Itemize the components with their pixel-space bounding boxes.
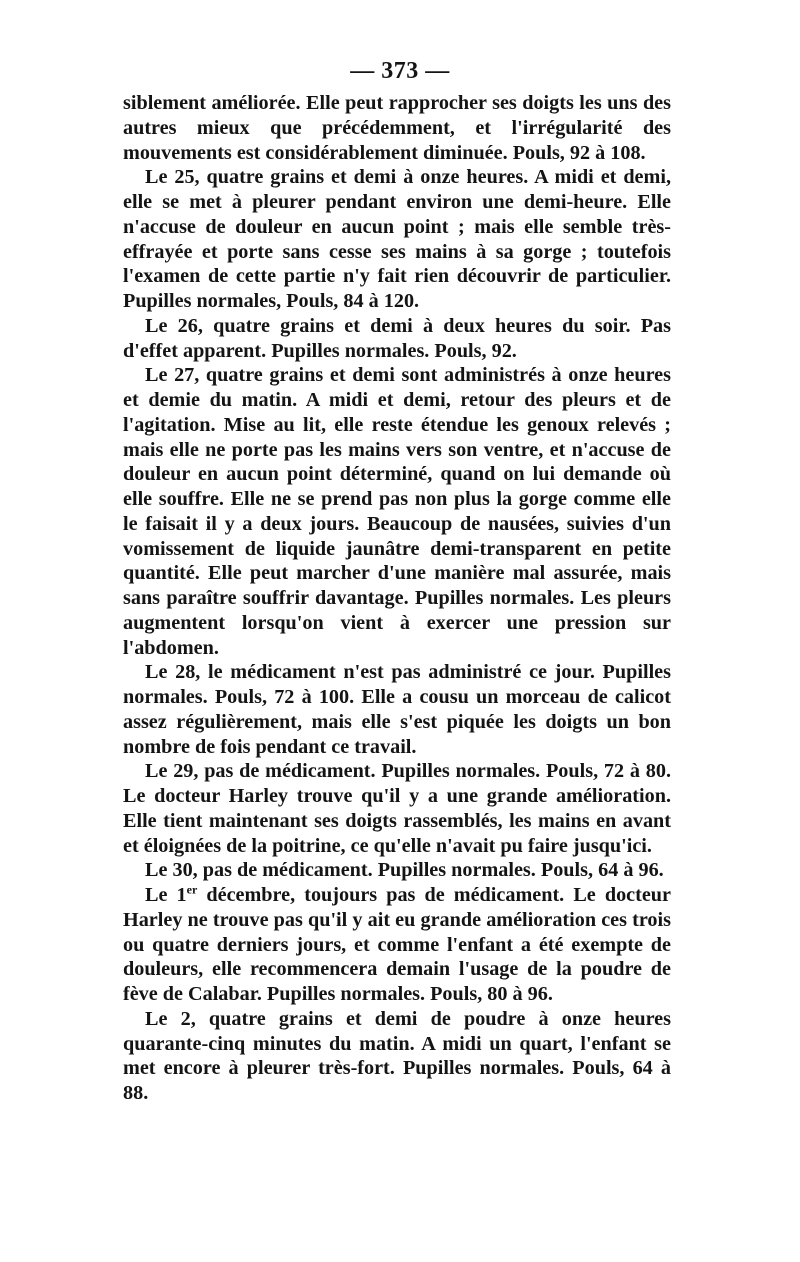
paragraph-continuation: siblement améliorée. Elle peut rapprocher ses doigts les uns des autres mieux que précédemment, et l'irrégularité des mouvements est considérablement diminuée. Pouls, 92 à 108.	[123, 92, 671, 164]
paragraph-le-29: Le 29, pas de médicament. Pupilles normales. Pouls, 72 à 80. Le docteur Harley trouve qu'il y a une grande amélioration. Elle tient maintenant ses doigts rassemblés, les mains en avant et éloignées de la poitrine, ce qu'elle n'avait pu faire jusqu'ici.	[123, 760, 671, 857]
page-number: — 373 —	[350, 58, 450, 84]
paragraph-le-30: Le 30, pas de médicament. Pupilles normales. Pouls, 64 à 96.	[145, 859, 664, 882]
body-text	[123, 91, 671, 1106]
paragraph-le-25: Le 25, quatre grains et demi à onze heures. A midi et demi, elle se met à pleurer pendant environ une demi-heure. Elle n'accuse de douleur en aucun point ; mais elle semble très-effrayée et porte sans cesse ses mains à sa gorge ; toutefois l'examen de cette partie n'y fait rien découvrir de particulier. Pupilles normales, Pouls, 84 à 120.	[123, 166, 671, 312]
paragraph-le-27: Le 27, quatre grains et demi sont administrés à onze heures et demie du matin. A midi et demi, retour des pleurs et de l'agitation. Mise au lit, elle reste étendue les genoux relevés ; mais elle ne porte pas les mains vers son ventre, et n'accuse de douleur en aucun point déterminé, quand on lui demande où elle souffre. Elle ne se prend pas non plus la gorge comme elle le faisait il y a deux jours. Beaucoup de nausées, suivies d'un vomissement de liquide jaunâtre demi-transparent en petite quantité. Elle peut marcher d'une manière mal assurée, mais sans paraître souffrir davantage. Pupilles normales. Les pleurs augmentent lorsqu'on vient à exercer une pression sur l'abdomen.	[123, 364, 671, 659]
superscript-er: er	[186, 882, 198, 897]
paragraph-le-2: Le 2, quatre grains et demi de poudre à onze heures quarante-cinq minutes du matin. A midi un quart, l'enfant se met encore à pleurer très-fort. Pupilles normales. Pouls, 64 à 88.	[123, 1007, 671, 1104]
paragraph-le-28: Le 28, le médicament n'est pas administré ce jour. Pupilles normales. Pouls, 72 à 100. Elle a cousu un morceau de calicot assez régulièrement, mais elle s'est piquée les doigts un bon nombre de fois pendant ce travail.	[123, 661, 671, 758]
paragraph-body: décembre, toujours pas de médicament. Le docteur Harley ne trouve pas qu'il y ait eu grande amélioration ces trois ou quatre derniers jours, et comme l'enfant a été exempte de douleurs, elle recommencera demain l'usage de la poudre de fève de Calabar. Pupilles normales. Pouls, 80 à 96.	[123, 884, 671, 1005]
paragraph-prefix: Le 1	[145, 884, 187, 906]
paragraph-le-26: Le 26, quatre grains et demi à deux heures du soir. Pas d'effet apparent. Pupilles normales. Pouls, 92.	[123, 314, 671, 362]
paragraph-le-1er-decembre	[123, 883, 671, 1007]
